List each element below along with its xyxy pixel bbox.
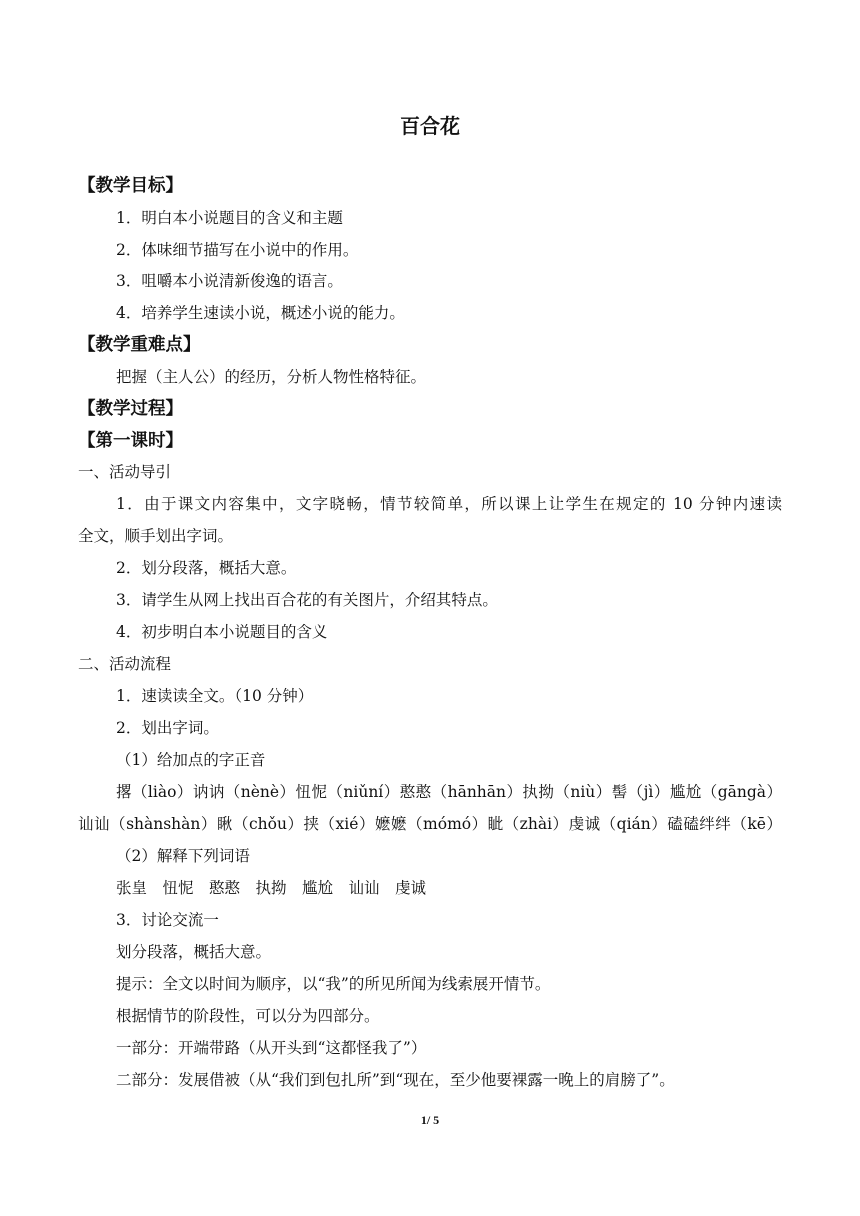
list-item: 2．划出字词。 [116, 719, 219, 737]
paragraph-line: 根据情节的阶段性，可以分为四部分。 [116, 1007, 380, 1025]
section-title: 一、活动导引 [78, 463, 172, 481]
heading-teaching-goals: 【教学目标】 [78, 176, 183, 196]
list-item: 4．初步明白本小说题目的含义 [116, 623, 328, 641]
page-separator: / [426, 1113, 434, 1127]
goal-item: 2．体味细节描写在小说中的作用。 [116, 241, 359, 259]
goal-item: 3．咀嚼本小说清新俊逸的语言。 [116, 272, 343, 290]
sub-item: （2）解释下列词语 [116, 847, 250, 865]
list-item: 2．划分段落，概括大意。 [116, 559, 297, 577]
page-total: 5 [433, 1113, 440, 1127]
paragraph-line: 全文，顺手划出字词。 [78, 527, 234, 545]
paragraph-line: 提示：全文以时间为顺序，以“我”的所见所闻为线索展开情节。 [116, 975, 551, 993]
paragraph-line: 二部分：发展借被（从“我们到包扎所”到“现在，至少他要裸露一晚上的肩膀了”。 [116, 1071, 675, 1089]
section-title: 二、活动流程 [78, 655, 172, 673]
list-item: 3．请学生从网上找出百合花的有关图片，介绍其特点。 [116, 591, 498, 609]
key-points-text: 把握（主人公）的经历，分析人物性格特征。 [116, 368, 427, 386]
vocabulary-words: 张皇 忸怩 憨憨 执拗 尴尬 讪讪 虔诚 [116, 879, 427, 897]
pinyin-line: 讪讪（shànshàn）瞅（chǒu）挟（xié）嬷嬷（mómó）眦（zhài）虔诚（qián）磕磕绊绊（kē） [78, 815, 782, 833]
document-title: 百合花 [400, 114, 460, 138]
paragraph-line: 划分段落，概括大意。 [116, 943, 272, 961]
heading-key-points: 【教学重难点】 [78, 335, 201, 355]
list-item: 1．速读读全文。（10 分钟） [116, 687, 314, 705]
paragraph-line: 1．由于课文内容集中，文字晓畅，情节较简单，所以课上让学生在规定的 10 分钟内速读 [116, 495, 782, 513]
page-current: 1 [420, 1113, 427, 1127]
goal-item: 1．明白本小说题目的含义和主题 [116, 209, 343, 227]
goal-item: 4．培养学生速读小说，概述小说的能力。 [116, 304, 405, 322]
pinyin-line: 撂（liào）讷讷（nènè）忸怩（niǔní）憨憨（hānhān）执拗（niù）髻（jì）尴尬（gāngà） [116, 783, 782, 801]
list-item: 3．讨论交流一 [116, 911, 219, 929]
heading-first-lesson: 【第一课时】 [78, 431, 183, 451]
paragraph-line: 一部分：开端带路（从开头到“这都怪我了”） [116, 1039, 427, 1057]
page-number [0, 1113, 860, 1128]
sub-item: （1）给加点的字正音 [116, 751, 266, 769]
heading-teaching-process: 【教学过程】 [78, 399, 183, 419]
